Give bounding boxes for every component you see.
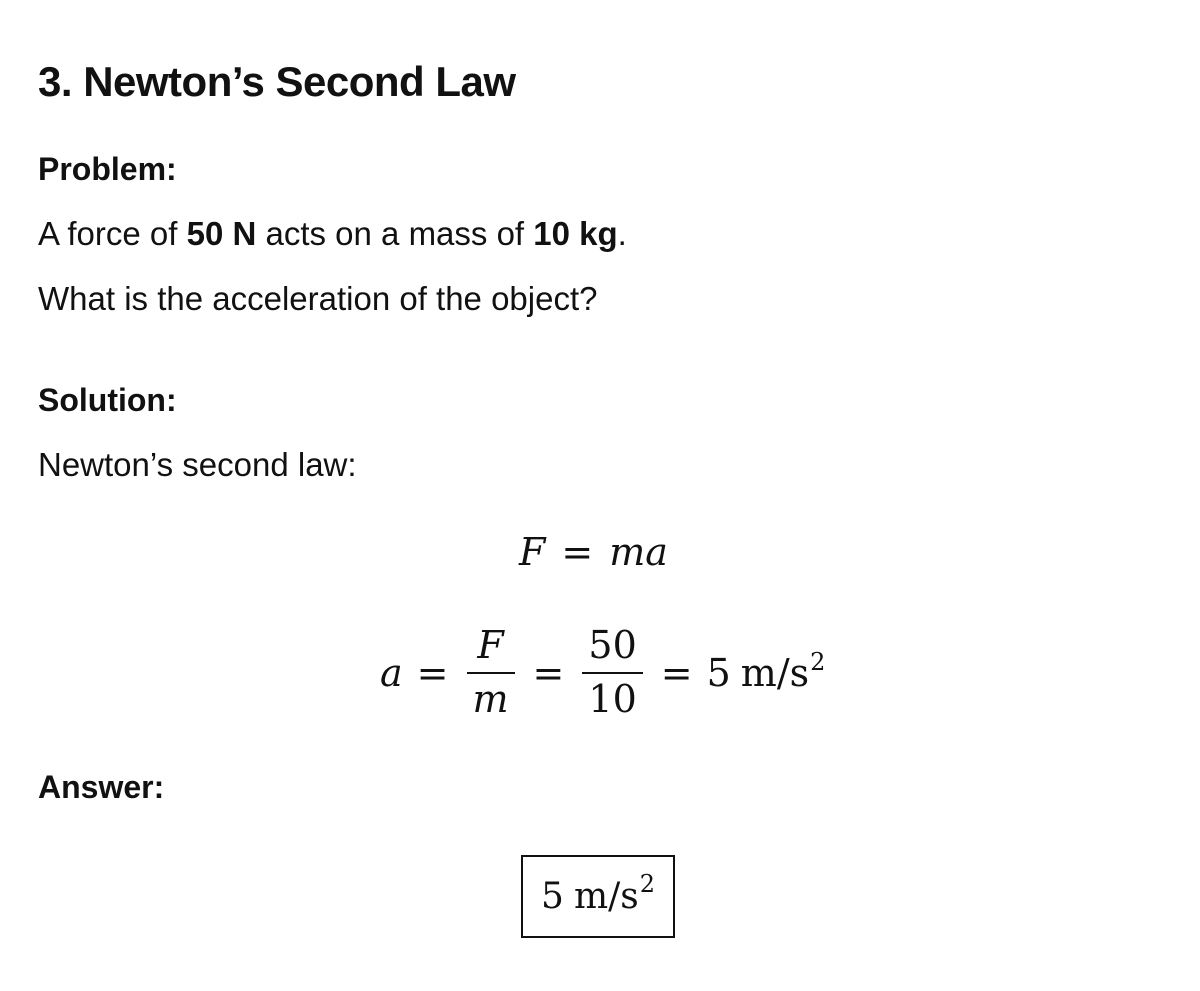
fraction-numerator-50: 50 bbox=[588, 623, 637, 668]
page-title: 3. Newton’s Second Law bbox=[38, 58, 516, 105]
eq2-result bbox=[706, 648, 826, 695]
problem-text-prefix: A force of bbox=[38, 215, 187, 252]
fraction-f-over-m bbox=[467, 623, 515, 721]
eq2-equals-3: = bbox=[660, 651, 693, 695]
mass-value: 10 kg bbox=[533, 215, 618, 252]
eq2-equals-2: = bbox=[532, 651, 565, 695]
problem-text-suffix: . bbox=[617, 215, 627, 252]
problem-question: What is the acceleration of the object? bbox=[38, 280, 598, 317]
answer-value: 5 bbox=[541, 876, 564, 917]
problem-text-middle: acts on a mass of bbox=[256, 215, 534, 252]
fraction-denominator-10: 10 bbox=[588, 677, 637, 721]
equation-acceleration bbox=[380, 618, 825, 728]
eq2-result-exponent: 2 bbox=[810, 648, 826, 676]
eq2-equals-1: = bbox=[416, 651, 449, 695]
equation-newton-second-law bbox=[519, 530, 668, 574]
force-value: 50 N bbox=[186, 215, 257, 252]
eq1-lhs: F bbox=[519, 530, 546, 574]
eq2-result-unit: m/s bbox=[740, 651, 810, 695]
fraction-numerator-f: F bbox=[477, 623, 504, 668]
answer-value-group bbox=[541, 870, 655, 917]
eq1-rhs: ma bbox=[609, 530, 668, 574]
answer-unit: m/s bbox=[573, 876, 639, 917]
problem-heading: Problem: bbox=[38, 151, 177, 187]
problem-statement bbox=[38, 215, 627, 253]
answer-heading: Answer: bbox=[38, 769, 165, 805]
fraction-denominator-m: m bbox=[472, 677, 509, 721]
solution-intro: Newton’s second law: bbox=[38, 446, 357, 483]
eq1-equals: = bbox=[561, 530, 594, 574]
answer-box bbox=[521, 855, 675, 938]
solution-heading: Solution: bbox=[38, 382, 177, 418]
fraction-bar bbox=[467, 672, 515, 674]
fraction-50-over-10 bbox=[582, 623, 642, 721]
eq2-lhs: a bbox=[380, 651, 403, 695]
answer-exponent: 2 bbox=[639, 870, 655, 898]
eq2-result-value: 5 bbox=[706, 651, 731, 695]
fraction-bar bbox=[582, 672, 642, 674]
